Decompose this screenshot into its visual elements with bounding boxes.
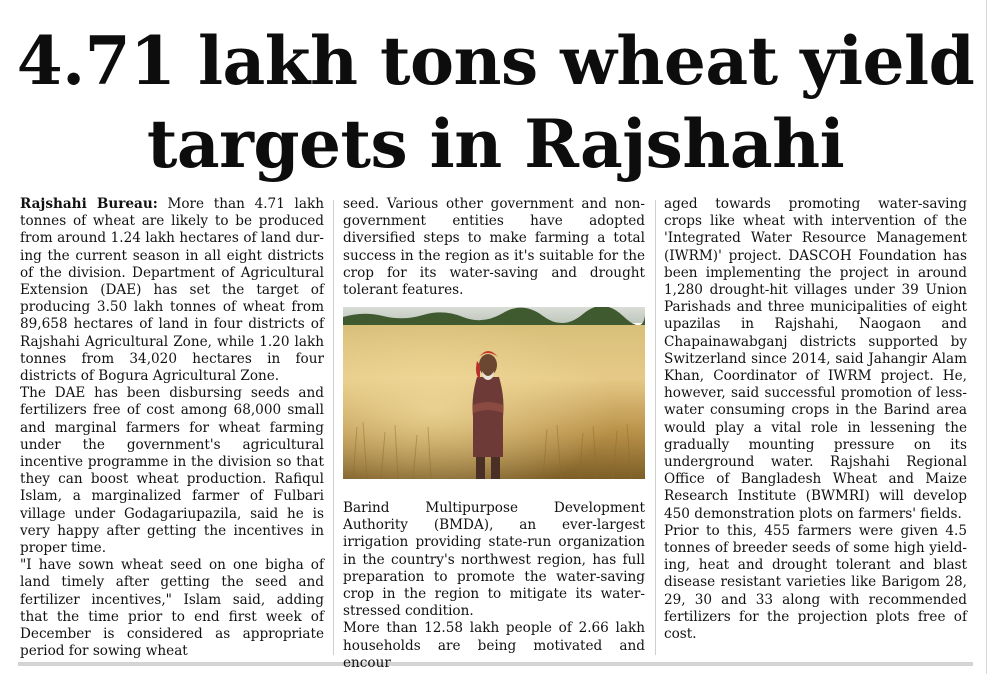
paragraph: More than 12.58 lakh people of 2.66 lakh households are being motivated and encour (343, 620, 645, 671)
paragraph: aged towards promoting water-saving crops like wheat with intervention of the 'Integrated Water Resource Management (IWRM)' project. DASCOH Foundation has been implementing the project in around 1,280 drought-hit villages under 39 Union Parishads and three municipalities of eight upazilas in Rajshahi, Naogaon and Chapainawabganj districts supported by Switzerland since 2014, said Jahangir Alam Khan, Coordinator of IWRM project. He, however, said successful promotion of less-water consuming crops in the Barind area would play a vital role in lessening the gradually mounting pressure on its underground water. Rajshahi Regional Office of Bangladesh Wheat and Maize Research Institute (BWMRI) will develop 450 demonstration plots on farmers' fields. (664, 196, 967, 522)
paragraph (20, 196, 324, 385)
paragraph: The DAE has been disbursing seeds and fertilizers free of cost among 68,000 small and marginal farmers for wheat farming under the government's agricultural incentive programme in the division so that they can boost wheat production. Rafiqul Islam, a marginalized farmer of Fulbari village under Godagariupazila, said he is very happy after getting the incentives in proper time. (20, 385, 324, 557)
headline (0, 20, 991, 186)
right-edge-rule (986, 0, 987, 674)
paragraph: Prior to this, 455 farmers were given 4.5 tonnes of breeder seeds of some high yielding, heat and drought tolerant and blast disease resistant varieties like Barigom 28, 29, 30 and 33 along with recommended fertilizers for the projection plots free of cost. (664, 522, 967, 643)
byline: Rajshahi Bureau: (20, 196, 158, 212)
headline-line-2: targets in Rajshahi (146, 105, 845, 183)
photo-illustration (343, 307, 645, 479)
paragraph: "I have sown wheat seed on one bigha of land timely after getting the seed and fertilizer incentives," Islam said, adding that the time prior to end first week of December is considered as appropriate period for sowing wheat (20, 557, 324, 660)
column-divider-2 (655, 200, 656, 655)
farmer-wheat-field-photo (343, 307, 645, 479)
paragraph: seed. Various other government and non-government entities have adopted diversified steps to make farming a total success in the region as it's suitable for the crop for its water-saving and drought tolerant features. (343, 196, 645, 299)
article-column-3 (664, 196, 967, 643)
article-column-2-top (343, 196, 645, 299)
headline-line-1: 4.71 lakh tons wheat yield (16, 22, 975, 100)
column-divider-1 (333, 200, 334, 655)
article-column-2-bottom (343, 500, 645, 672)
article-column-1 (20, 196, 324, 660)
paragraph: Barind Multipurpose Development Authority (BMDA), an ever-largest irrigation providing state-run organization in the country's northwest region, has full preparation to promote the water-saving crop in the region to mitigate its water-stressed condition. (343, 500, 645, 620)
paragraph-text: More than 4.71 lakh tonnes of wheat are likely to be produced from around 1.24 lakh hectares of land during the current season in all eight districts of the division. Department of Agricultural Extension (DAE) has set the target of producing 3.50 lakh tonnes of wheat from 89,658 hectares of land in four districts of Rajshahi Agricultural Zone, while 1.20 lakh tonnes from 34,020 hectares in four districts of Bogura Agricultural Zone. (20, 196, 324, 385)
